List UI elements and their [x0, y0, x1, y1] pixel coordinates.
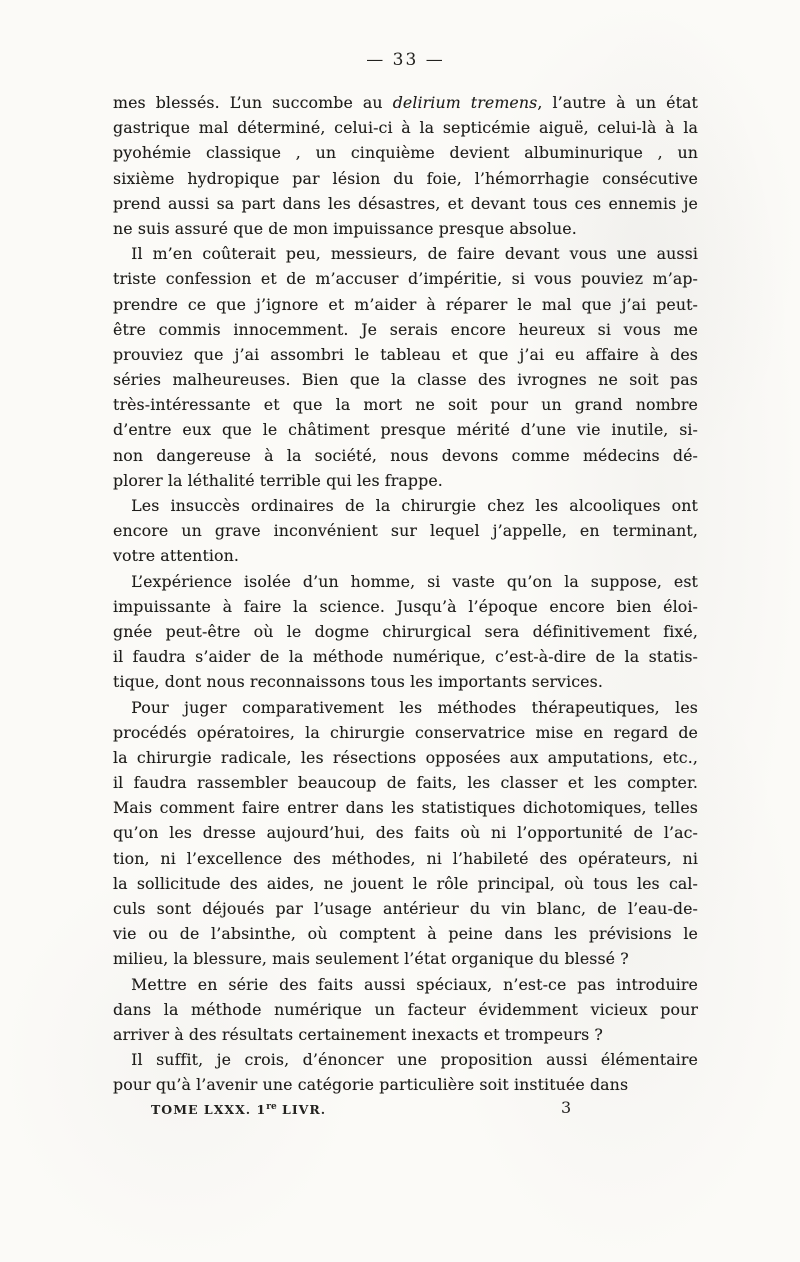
text-line: séries malheureuses. Bien que la classe des ivrognes ne soit pas — [113, 370, 698, 390]
text-line: Il m’en coûterait peu, messieurs, de faire devant vous une aussi — [131, 244, 698, 264]
text-block — [113, 90, 698, 1098]
footer-livraison-number: 1 — [256, 1102, 267, 1118]
page-header — [113, 50, 698, 70]
page-footer — [113, 1098, 698, 1124]
text-line: Il suffit, je crois, d’énoncer une proposition aussi élémentaire — [131, 1050, 698, 1070]
text-line: triste confession et de m’accuser d’impéritie, si vous pouviez m’ap- — [113, 269, 698, 289]
text-line: dans la méthode numérique un facteur évidemment vicieux pour — [113, 999, 698, 1019]
text-line: Mais comment faire entrer dans les statistiques dichotomiques, telles — [113, 798, 698, 818]
text-segment: mes blessés. L’un succombe au — [113, 93, 393, 112]
text-line: impuissante à faire la science. Jusqu’à l’époque encore bien éloi- — [113, 596, 698, 616]
text-line: vie ou de l’absinthe, où comptent à peine dans les prévisions le — [113, 924, 698, 944]
paragraph — [113, 241, 698, 493]
text-line: prend aussi sa part dans les désastres, et devant tous ces ennemis je — [113, 193, 698, 213]
footer-livraison-label: LIVR. — [282, 1102, 327, 1118]
footer-tome-label: TOME LXXX. — [151, 1102, 252, 1118]
text-line: L’expérience isolée d’un homme, si vaste qu’on la suppose, est — [131, 571, 698, 591]
text-line: tion, ni l’excellence des méthodes, ni l’habileté des opérateurs, ni — [113, 848, 698, 868]
text-line: prendre ce que j’ignore et m’aider à réparer le mal que j’ai peut- — [113, 294, 698, 314]
text-line: encore un grave inconvénient sur lequel j’appelle, en terminant, — [113, 521, 698, 541]
text-line: Pour juger comparativement les méthodes thérapeutiques, les — [131, 697, 698, 717]
text-line: il faudra s’aider de la méthode numérique, c’est-à-dire de la statis- — [113, 647, 698, 667]
text-line: qu’on les dresse aujourd’hui, des faits où ni l’opportunité de l’ac- — [113, 823, 698, 843]
paragraph — [113, 493, 698, 569]
paragraph — [113, 569, 698, 695]
text-line: pyohémie classique , un cinquième devient albuminurique , un — [113, 143, 698, 163]
text-line: Les insuccès ordinaires de la chirurgie chez les alcooliques ont — [131, 496, 698, 515]
text-line: gnée peut-être où le dogme chirurgical sera définitivement fixé, — [113, 621, 698, 641]
text-line: d’entre eux que le châtiment presque mérité d’une vie inutile, si- — [113, 420, 698, 440]
text-line: pour qu’à l’avenir une catégorie particulière soit instituée dans — [113, 1075, 629, 1095]
footer-livraison-ordinal: re — [266, 1102, 277, 1112]
text-line: Mettre en série des faits aussi spéciaux, n’est-ce pas introduire — [131, 974, 698, 994]
text-line: culs sont déjoués par l’usage antérieur du vin blanc, de l’eau-de- — [113, 899, 698, 918]
text-line: votre attention. — [113, 546, 240, 566]
text-line: il faudra rassembler beaucoup de faits, les classer et les compter. — [113, 773, 698, 793]
text-segment: , l’autre à un état — [537, 93, 698, 112]
text-line: la sollicitude des aides, ne jouent le rôle principal, où tous les cal- — [113, 873, 698, 893]
paragraph — [113, 972, 698, 1048]
paragraph — [113, 695, 698, 972]
text-line: arriver à des résultats certainement inexacts et trompeurs ? — [113, 1024, 603, 1044]
text-line: non dangereuse à la société, nous devons comme médecins dé- — [113, 445, 698, 465]
text-line: gastrique mal déterminé, celui-ci à la septicémie aiguë, celui-là à la — [113, 118, 698, 138]
text-line: plorer la léthalité terrible qui les frappe. — [113, 470, 443, 490]
text-line: être commis innocemment. Je serais encore heureux si vous me — [113, 319, 698, 339]
text-line: procédés opératoires, la chirurgie conservatrice mise en regard de — [113, 722, 698, 742]
text-line: très-intéressante et que la mort ne soit pour un grand nombre — [113, 395, 698, 415]
text-line: la chirurgie radicale, les résections opposées aux amputations, etc., — [113, 747, 698, 767]
text-line: prouviez que j’ai assombri le tableau et que j’ai eu affaire à des — [113, 344, 698, 364]
paragraph — [113, 1047, 698, 1097]
text-line — [113, 90, 698, 115]
header-page-number: — 33 — — [366, 50, 445, 70]
footer-livraison — [257, 1102, 277, 1117]
text-line: tique, dont nous reconnaissons tous les importants services. — [113, 672, 603, 692]
text-line: sixième hydropique par lésion du foie, l’hémorrhagie consécutive — [113, 168, 698, 188]
footer-volume-signature — [151, 1102, 326, 1117]
text-line: ne suis assuré que de mon impuissance presque absolue. — [113, 218, 577, 238]
text-line: milieu, la blessure, mais seulement l’état organique du blessé ? — [113, 949, 629, 969]
footer-page-number: 3 — [561, 1098, 572, 1117]
paragraph — [113, 90, 698, 241]
italic-phrase: delirium tremens — [392, 93, 538, 112]
